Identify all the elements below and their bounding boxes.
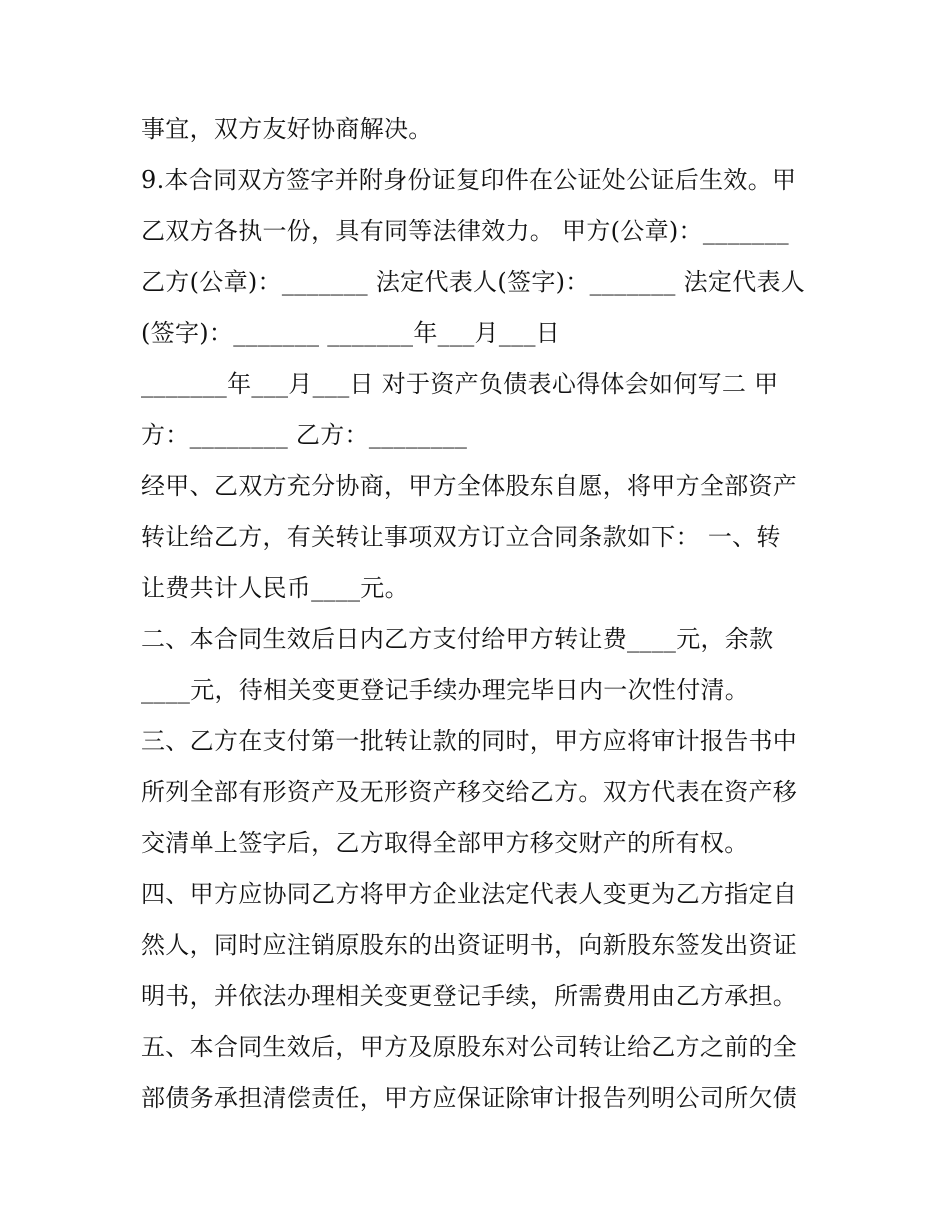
text-line: 然人，同时应注销原股东的出资证明书，向新股东签发出资证 (141, 931, 798, 959)
text-line: (签字)：_______ _______年___月___日 (141, 319, 561, 347)
text-line: 三、乙方在支付第一批转让款的同时，甲方应将审计报告书中 (141, 727, 798, 755)
text-line: 转让给乙方，有关转让事项双方订立合同条款如下： 一、转 (141, 523, 781, 551)
text-line: 让费共计人民币____元。 (141, 574, 409, 602)
text-line: 五、本合同生效后，甲方及原股东对公司转让给乙方之前的全 (141, 1033, 798, 1061)
text-line: 9.本合同双方签字并附身份证复印件在公证处公证后生效。甲 (141, 166, 797, 194)
text-line: 四、甲方应协同乙方将甲方企业法定代表人变更为乙方指定自 (141, 880, 798, 908)
text-line: 方：________ 乙方：________ (141, 421, 468, 449)
text-line: 所列全部有形资产及无形资产移交给乙方。双方代表在资产移 (141, 778, 798, 806)
text-line: 部债务承担清偿责任，甲方应保证除审计报告列明公司所欠债 (141, 1084, 798, 1112)
text-line: 乙双方各执一份，具有同等法律效力。 甲方(公章)：_______ (141, 217, 789, 245)
text-line: ____元，待相关变更登记手续办理完毕日内一次性付清。 (141, 676, 750, 704)
text-line: 乙方(公章)：_______ 法定代表人(签字)：_______ 法定代表人 (141, 268, 806, 296)
text-line: 经甲、乙双方充分协商，甲方全体股东自愿，将甲方全部资产 (141, 472, 798, 500)
text-line: 交清单上签字后，乙方取得全部甲方移交财产的所有权。 (141, 829, 749, 857)
text-line: _______年___月___日 对于资产负债表心得体会如何写二 甲 (141, 370, 779, 398)
text-line: 二、本合同生效后日内乙方支付给甲方转让费____元，余款 (141, 625, 774, 653)
text-line: 事宜，双方友好协商解决。 (141, 115, 433, 143)
text-line: 明书，并依法办理相关变更登记手续，所需费用由乙方承担。 (141, 982, 798, 1010)
